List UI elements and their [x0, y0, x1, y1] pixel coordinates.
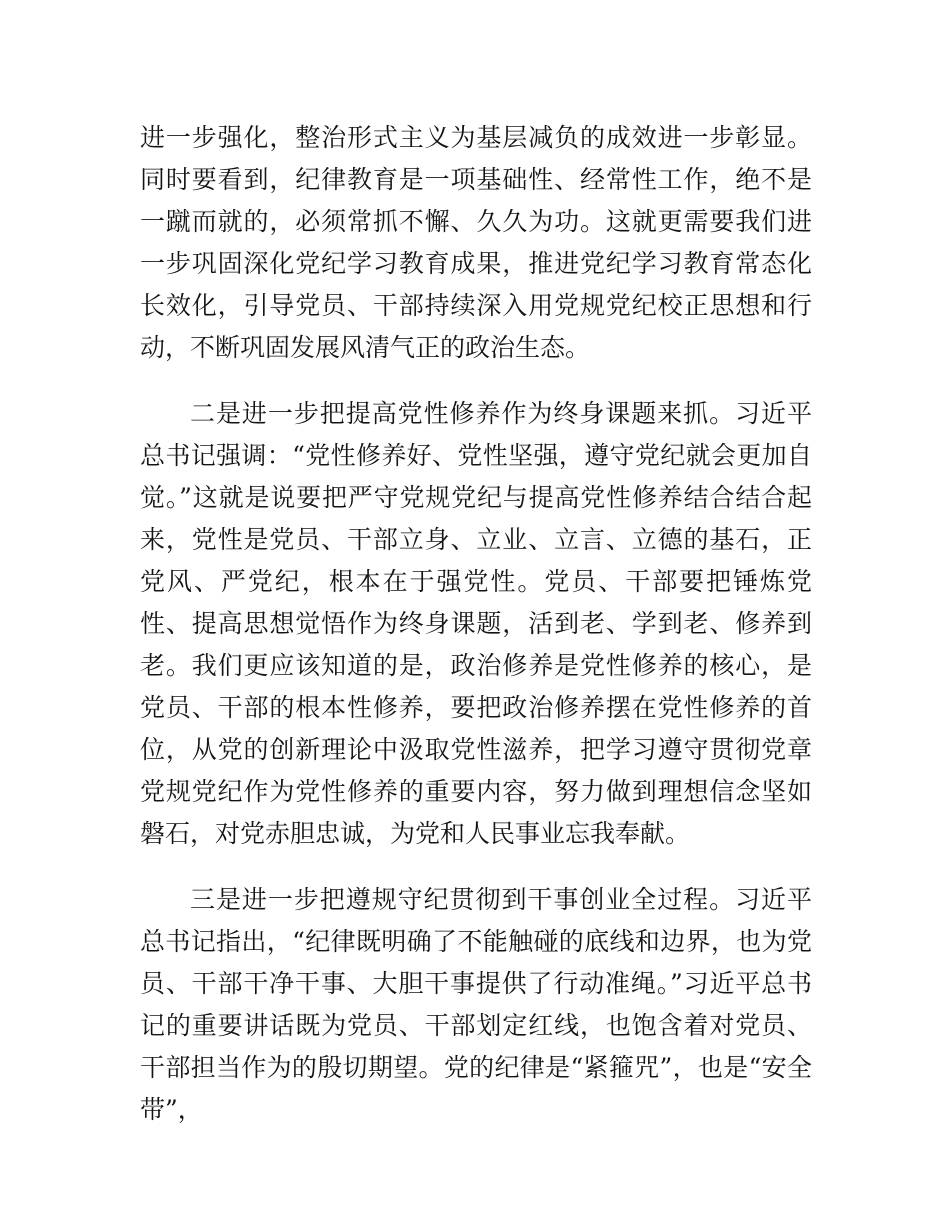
paragraph-1: 进一步强化，整治形式主义为基层减负的成效进一步彰显。同时要看到，纪律教育是一项基础性、经常性工作，绝不是一蹴而就的，必须常抓不懈、久久为功。这就更需要我们进一步巩固深化党纪学习教育成果，推进党纪学习教育常态化长效化，引导党员、干部持续深入用党规党纪校正思想和行动，不断巩固发展风清气正的政治生态。 [140, 123, 812, 362]
document-text-block [140, 117, 812, 1131]
paragraph-3: 三是进一步把遵规守纪贯彻到干事创业全过程。习近平总书记指出，“纪律既明确了不能触碰的底线和边界，也为党员、干部干净干事、大胆干事提供了行动准绳。”习近平总书记的重要讲话既为党员、干部划定红线，也饱含着对党员、干部担当作为的殷切期望。党的纪律是“紧箍咒”，也是“安全带”， [140, 885, 812, 1124]
paragraph-2: 二是进一步把提高党性修养作为终身课题来抓。习近平总书记强调：“党性修养好、党性坚强，遵守党纪就会更加自觉。”这就是说要把严守党规党纪与提高党性修养结合结合起来，党性是党员、干部立身、立业、立言、立德的基石，正党风、严党纪，根本在于强党性。党员、干部要把锤炼党性、提高思想觉悟作为终身课题，活到老、学到老、修养到老。我们更应该知道的是，政治修养是党性修养的核心，是党员、干部的根本性修养，要把政治修养摆在党性修养的首位，从党的创新理论中汲取党性滋养，把学习遵守贯彻党章党规党纪作为党性修养的重要内容，努力做到理想信念坚如磐石，对党赤胆忠诚，为党和人民事业忘我奉献。 [140, 399, 812, 848]
